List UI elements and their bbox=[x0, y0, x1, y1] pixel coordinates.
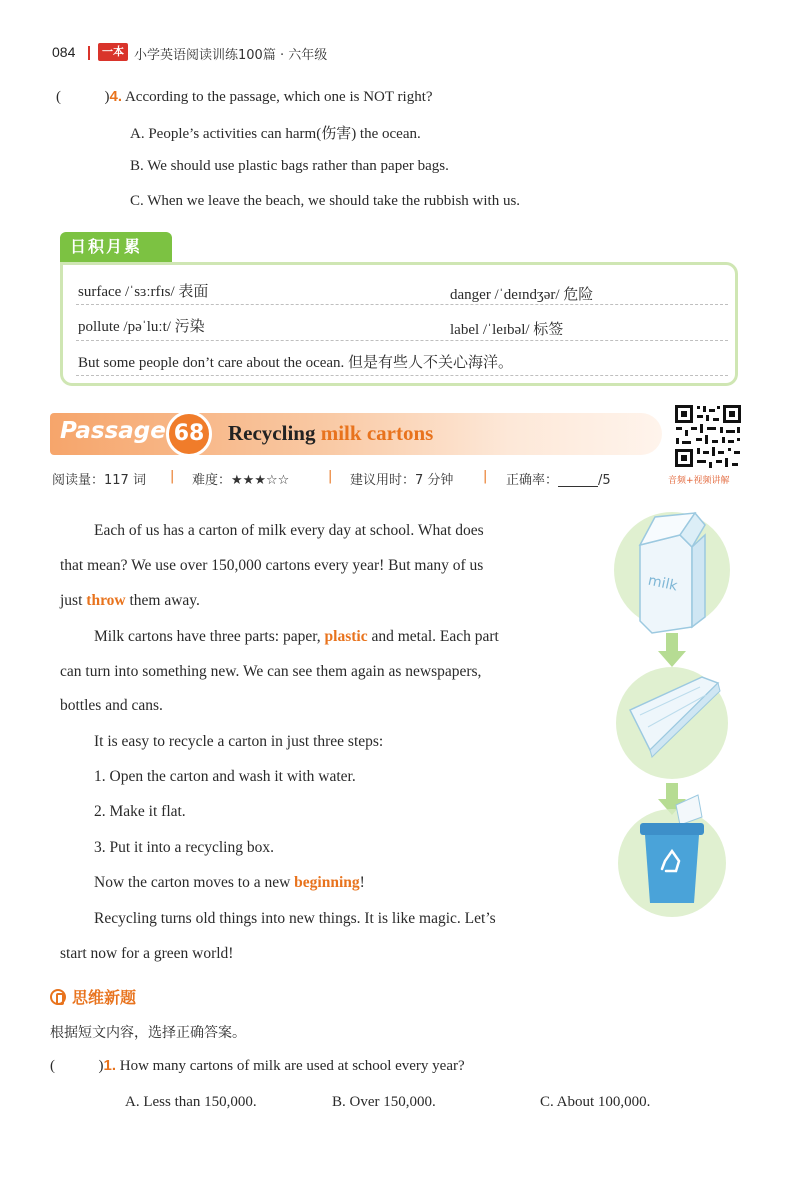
stat-time: 建议用时：7 分钟 bbox=[350, 473, 454, 488]
vocab-item-pollute: pollute /pəˈluːt/ 污染 bbox=[78, 319, 205, 335]
arrow-down-icon bbox=[658, 633, 686, 667]
milk-carton-icon bbox=[640, 513, 705, 633]
vocab-title: 日积月累 bbox=[60, 232, 172, 262]
qr-code[interactable] bbox=[672, 402, 744, 470]
question-4 bbox=[56, 88, 433, 106]
section-title: 思维新题 bbox=[50, 985, 136, 1008]
question-number: 1. bbox=[103, 1057, 117, 1074]
vocab-item-label: label /ˈleɪbəl/ 标签 bbox=[450, 322, 564, 338]
exercise-instruction: 根据短文内容，选择正确答案。 bbox=[50, 1025, 246, 1041]
option-a: A. Less than 150,000. bbox=[125, 1094, 257, 1110]
passage-line: Each of us has a carton of milk every day at school. What does bbox=[94, 522, 484, 539]
lightbulb-icon bbox=[50, 989, 66, 1005]
answer-paren-close: ) bbox=[98, 1058, 104, 1074]
question-text: How many cartons of milk are used at school every year? bbox=[119, 1058, 465, 1074]
passage-line: Now the carton moves to a new beginning! bbox=[94, 874, 365, 891]
dashed-divider bbox=[76, 340, 728, 341]
vocab-sentence: But some people don’t care about the ocean. 但是有些人不关心海洋。 bbox=[78, 355, 514, 371]
stat-separator: | bbox=[483, 469, 488, 484]
stat-word-count: 阅读量：117 词 bbox=[52, 473, 146, 488]
difficulty-label: 难度： bbox=[192, 473, 232, 488]
passage-label: Passage bbox=[60, 418, 166, 444]
accuracy-total: /5 bbox=[598, 473, 611, 488]
page-number: 084 bbox=[52, 44, 76, 60]
question-number: 4. bbox=[109, 88, 123, 105]
passage-line: start now for a green world! bbox=[60, 945, 234, 962]
stat-difficulty bbox=[192, 469, 289, 488]
recycling-illustration bbox=[610, 505, 750, 925]
keyword: throw bbox=[86, 592, 126, 609]
passage-line: can turn into something new. We can see them again as newspapers, bbox=[60, 663, 482, 680]
passage-title-highlight: milk cartons bbox=[320, 421, 434, 445]
passage-line: that mean? We use over 150,000 cartons every year! But many of us bbox=[60, 557, 484, 574]
passage-line: It is easy to recycle a carton in just three steps: bbox=[94, 733, 384, 750]
answer-paren-close: ) bbox=[104, 89, 110, 105]
passage-title-plain: Recycling bbox=[228, 421, 316, 445]
qr-label: 音频+视频讲解 bbox=[668, 476, 730, 486]
keyword: beginning bbox=[294, 874, 360, 891]
option-b: B. Over 150,000. bbox=[332, 1094, 436, 1110]
brand-logo: 一本 bbox=[98, 43, 128, 61]
passage-line: 1. Open the carton and wash it with water. bbox=[94, 768, 356, 785]
passage-line: just throw them away. bbox=[60, 592, 200, 609]
difficulty-stars: ★★★☆☆ bbox=[231, 473, 290, 488]
passage-line: 2. Make it flat. bbox=[94, 803, 186, 820]
accuracy-blank[interactable] bbox=[558, 475, 598, 487]
keyword: plastic bbox=[324, 628, 368, 645]
option-a: A. People’s activities can harm(伤害) the ocean. bbox=[130, 126, 421, 142]
passage-line: 3. Put it into a recycling box. bbox=[94, 839, 274, 856]
dashed-divider bbox=[76, 375, 728, 376]
passage-number: 68 bbox=[166, 411, 212, 457]
answer-paren-open: ( bbox=[56, 89, 61, 105]
question-1 bbox=[50, 1057, 465, 1075]
header-divider bbox=[88, 46, 90, 60]
vocab-item-surface: surface /ˈsɜːrfɪs/ 表面 bbox=[78, 284, 209, 300]
stat-separator: | bbox=[170, 469, 175, 484]
question-text: According to the passage, which one is NOT right? bbox=[124, 89, 433, 105]
vocab-item-danger: danger /ˈdeɪndʒər/ 危险 bbox=[450, 287, 594, 303]
passage-title bbox=[228, 421, 433, 446]
qr-code-icon bbox=[672, 402, 744, 470]
accuracy-label: 正确率： bbox=[506, 473, 559, 488]
stat-accuracy bbox=[506, 469, 611, 488]
passage-line: Recycling turns old things into new things. It is like magic. Let’s bbox=[94, 910, 496, 927]
option-b: B. We should use plastic bags rather than paper bags. bbox=[130, 158, 449, 174]
passage-line: bottles and cans. bbox=[60, 697, 163, 714]
carton-label: milk bbox=[646, 572, 679, 595]
option-c: C. About 100,000. bbox=[540, 1094, 651, 1110]
book-title: 小学英语阅读训练100篇 · 六年级 bbox=[134, 48, 328, 63]
passage-line: Milk cartons have three parts: paper, plastic and metal. Each part bbox=[94, 628, 499, 645]
stat-separator: | bbox=[328, 469, 333, 484]
answer-paren-open: ( bbox=[50, 1058, 55, 1074]
option-c: C. When we leave the beach, we should take the rubbish with us. bbox=[130, 193, 521, 209]
dashed-divider bbox=[76, 304, 728, 305]
